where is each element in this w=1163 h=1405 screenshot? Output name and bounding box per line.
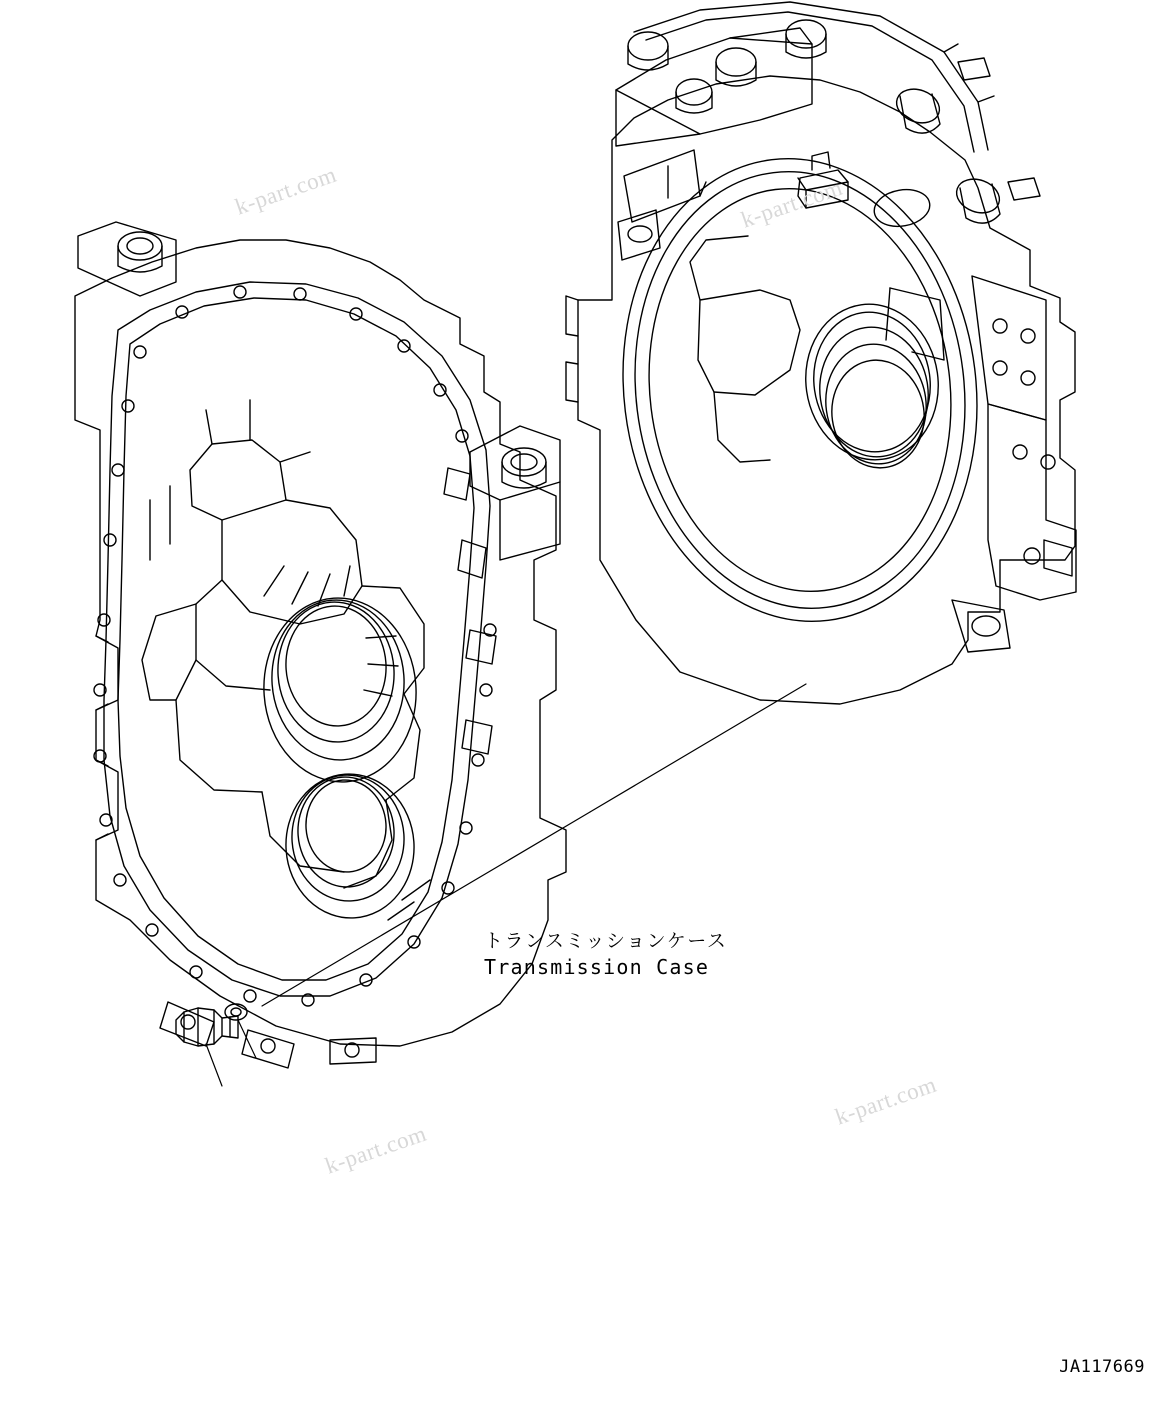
transmission-case-rear-view — [566, 2, 1076, 704]
drawing-number: JA117669 — [1059, 1357, 1145, 1377]
watermark: k-part.com — [738, 174, 846, 233]
plug-bolt — [176, 1008, 238, 1046]
washer — [225, 1004, 247, 1020]
watermark: k-part.com — [322, 1120, 430, 1179]
watermark: k-part.com — [232, 161, 340, 220]
transmission-case-callout — [484, 926, 727, 979]
transmission-case-label-jp: トランスミッションケース — [484, 930, 728, 952]
watermark: k-part.com — [832, 1071, 940, 1130]
transmission-case-label-en: Transmission Case — [484, 955, 710, 979]
